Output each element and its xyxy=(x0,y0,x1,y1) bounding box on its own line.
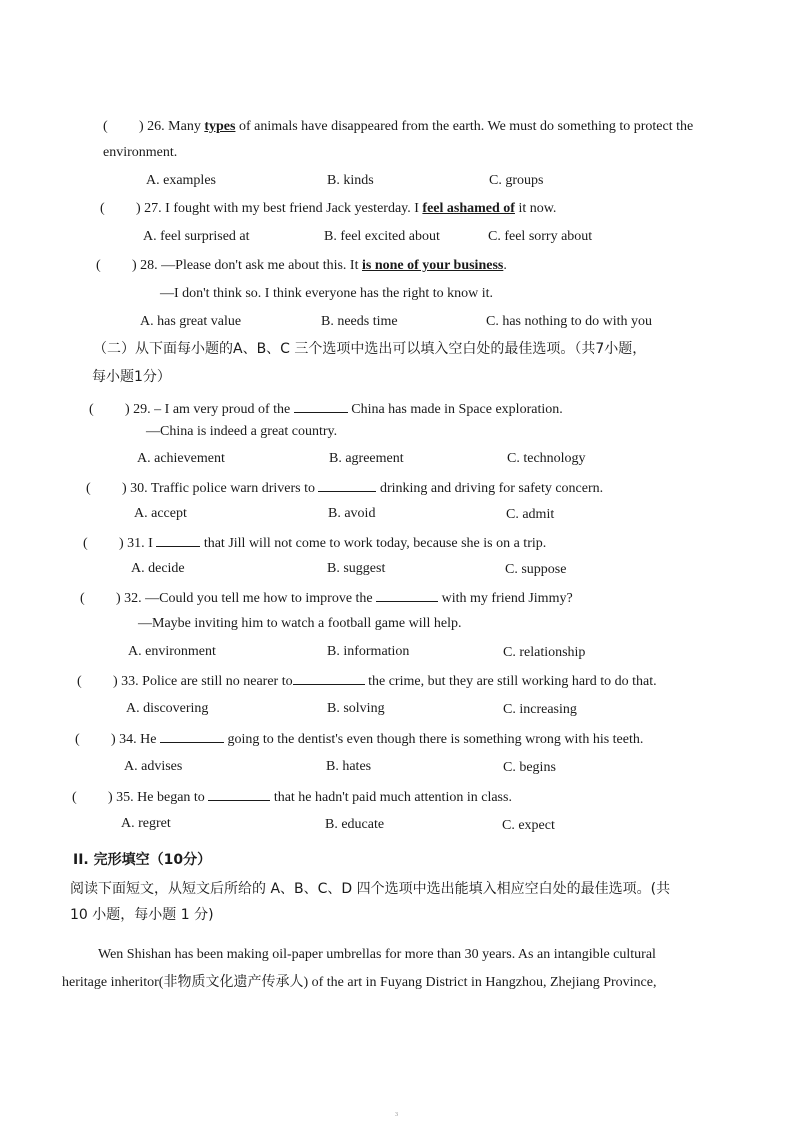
question-34 xyxy=(75,729,643,749)
q34-option-c: C. begins xyxy=(503,760,556,775)
answer-paren: ( xyxy=(86,481,91,496)
q33-option-a: A. discovering xyxy=(126,701,209,716)
question-26-text-a: ) 26. Many xyxy=(139,119,205,134)
answer-paren: ( xyxy=(75,732,80,747)
question-31 xyxy=(83,533,546,553)
passage-line-1: Wen Shishan has been making oil-paper umbrellas for more than 30 years. As an intangible cultural xyxy=(98,947,656,962)
q28-option-c: C. has nothing to do with you xyxy=(486,314,653,329)
question-26-text-b: of animals have disappeared from the earth. We must do something to protect the xyxy=(235,119,694,134)
question-29-text-b: China has made in Space exploration. xyxy=(347,402,563,417)
q34-option-b: B. hates xyxy=(326,759,372,774)
section-title: II. 完形填空（10分） xyxy=(73,852,212,868)
question-29-text-a: ) 29. – I am very proud of the xyxy=(125,402,294,417)
q32-option-c: C. relationship xyxy=(503,645,586,660)
q32-option-a: A. environment xyxy=(128,644,216,659)
question-28-reply: —I don't think so. I think everyone has the right to know it. xyxy=(160,286,494,301)
answer-paren: ( xyxy=(83,536,88,551)
answer-paren: ( xyxy=(100,201,105,216)
q35-option-b: B. educate xyxy=(325,817,385,832)
answer-blank[interactable] xyxy=(156,533,200,547)
q28-option-a: A. has great value xyxy=(140,314,242,329)
question-26-underlined: types xyxy=(204,119,236,134)
answer-blank[interactable] xyxy=(160,729,224,743)
answer-blank[interactable] xyxy=(318,478,376,492)
section-instruction-cont: 10 小题，每小题 1 分) xyxy=(70,907,214,923)
answer-paren: ( xyxy=(96,258,101,273)
q27-option-c: C. feel sorry about xyxy=(488,229,593,244)
q35-option-a: A. regret xyxy=(121,816,171,831)
q30-option-b: B. avoid xyxy=(328,506,376,521)
q31-option-c: C. suppose xyxy=(505,562,567,577)
q26-option-c: C. groups xyxy=(489,173,544,188)
question-30-text-a: ) 30. Traffic police warn drivers to xyxy=(122,481,319,496)
question-33-text-a: ) 33. Police are still no nearer to xyxy=(113,674,293,689)
question-28-text-a: ) 28. —Please don't ask me about this. It xyxy=(132,258,362,273)
question-32 xyxy=(80,588,573,608)
answer-blank[interactable] xyxy=(208,787,270,801)
question-32-text-a: ) 32. —Could you tell me how to improve the xyxy=(116,591,377,606)
answer-blank[interactable] xyxy=(294,399,348,413)
answer-paren: ( xyxy=(89,402,94,417)
question-27-text-a: ) 27. I fought with my best friend Jack yesterday. I xyxy=(136,201,423,216)
question-35-text-a: ) 35. He began to xyxy=(108,790,209,805)
question-33 xyxy=(77,671,657,691)
question-29-reply: —China is indeed a great country. xyxy=(146,424,338,439)
question-32-text-b: with my friend Jimmy? xyxy=(438,591,573,606)
question-28-underlined: is none of your business xyxy=(362,258,504,273)
q34-option-a: A. advises xyxy=(124,759,183,774)
question-27-underlined: feel ashamed of xyxy=(422,201,515,216)
question-27-text-b: it now. xyxy=(514,201,557,216)
part2-instruction: （二）从下面每小题的A、B、C 三个选项中选出可以填入空白处的最佳选项。（共7小题， xyxy=(93,341,647,357)
question-30-text-b: drinking and driving for safety concern. xyxy=(376,481,604,496)
q32-option-b: B. information xyxy=(327,644,410,659)
question-32-reply: —Maybe inviting him to watch a football game will help. xyxy=(138,616,462,631)
question-26-continuation: environment. xyxy=(103,145,178,160)
q33-option-b: B. solving xyxy=(327,701,385,716)
q29-option-c: C. technology xyxy=(507,451,586,466)
answer-paren: ( xyxy=(103,119,108,134)
q33-option-c: C. increasing xyxy=(503,702,577,717)
question-26 xyxy=(103,118,693,136)
question-35 xyxy=(72,787,512,807)
page-number: 3 xyxy=(395,1112,398,1118)
part2-instruction-cont: 每小题1分） xyxy=(92,369,171,385)
question-33-text-b: the crime, but they are still working hard to do that. xyxy=(364,674,657,689)
q30-option-a: A. accept xyxy=(134,506,187,521)
q29-option-a: A. achievement xyxy=(137,451,225,466)
question-34-text-b: going to the dentist's even though there is something wrong with his teeth. xyxy=(224,732,644,747)
section-instruction: 阅读下面短文，从短文后所给的 A、B、C、D 四个选项中选出能填入相应空白处的最佳选项。(共 xyxy=(70,881,671,897)
answer-blank[interactable] xyxy=(293,671,365,685)
q27-option-b: B. feel excited about xyxy=(324,229,440,244)
q31-option-a: A. decide xyxy=(131,561,185,576)
question-35-text-b: that he hadn't paid much attention in class. xyxy=(270,790,512,805)
question-30 xyxy=(86,478,603,498)
passage-line-2: heritage inheritor(非物质文化遗产传承人) of the art in Fuyang District in Hangzhou, Zhejiang Province, xyxy=(62,975,657,990)
q29-option-b: B. agreement xyxy=(329,451,404,466)
question-34-text-a: ) 34. He xyxy=(111,732,160,747)
question-28-text-b: . xyxy=(503,258,507,273)
question-31-text-a: ) 31. I xyxy=(119,536,157,551)
question-31-text-b: that Jill will not come to work today, because she is on a trip. xyxy=(200,536,547,551)
answer-blank[interactable] xyxy=(376,588,438,602)
question-29 xyxy=(89,399,563,419)
question-27 xyxy=(100,200,556,218)
q31-option-b: B. suggest xyxy=(327,561,386,576)
answer-paren: ( xyxy=(77,674,82,689)
q28-option-b: B. needs time xyxy=(321,314,398,329)
q26-option-b: B. kinds xyxy=(327,173,374,188)
q26-option-a: A. examples xyxy=(146,173,216,188)
q35-option-c: C. expect xyxy=(502,818,555,833)
q30-option-c: C. admit xyxy=(506,507,555,522)
answer-paren: ( xyxy=(80,591,85,606)
question-28 xyxy=(96,257,507,275)
answer-paren: ( xyxy=(72,790,77,805)
q27-option-a: A. feel surprised at xyxy=(143,229,250,244)
